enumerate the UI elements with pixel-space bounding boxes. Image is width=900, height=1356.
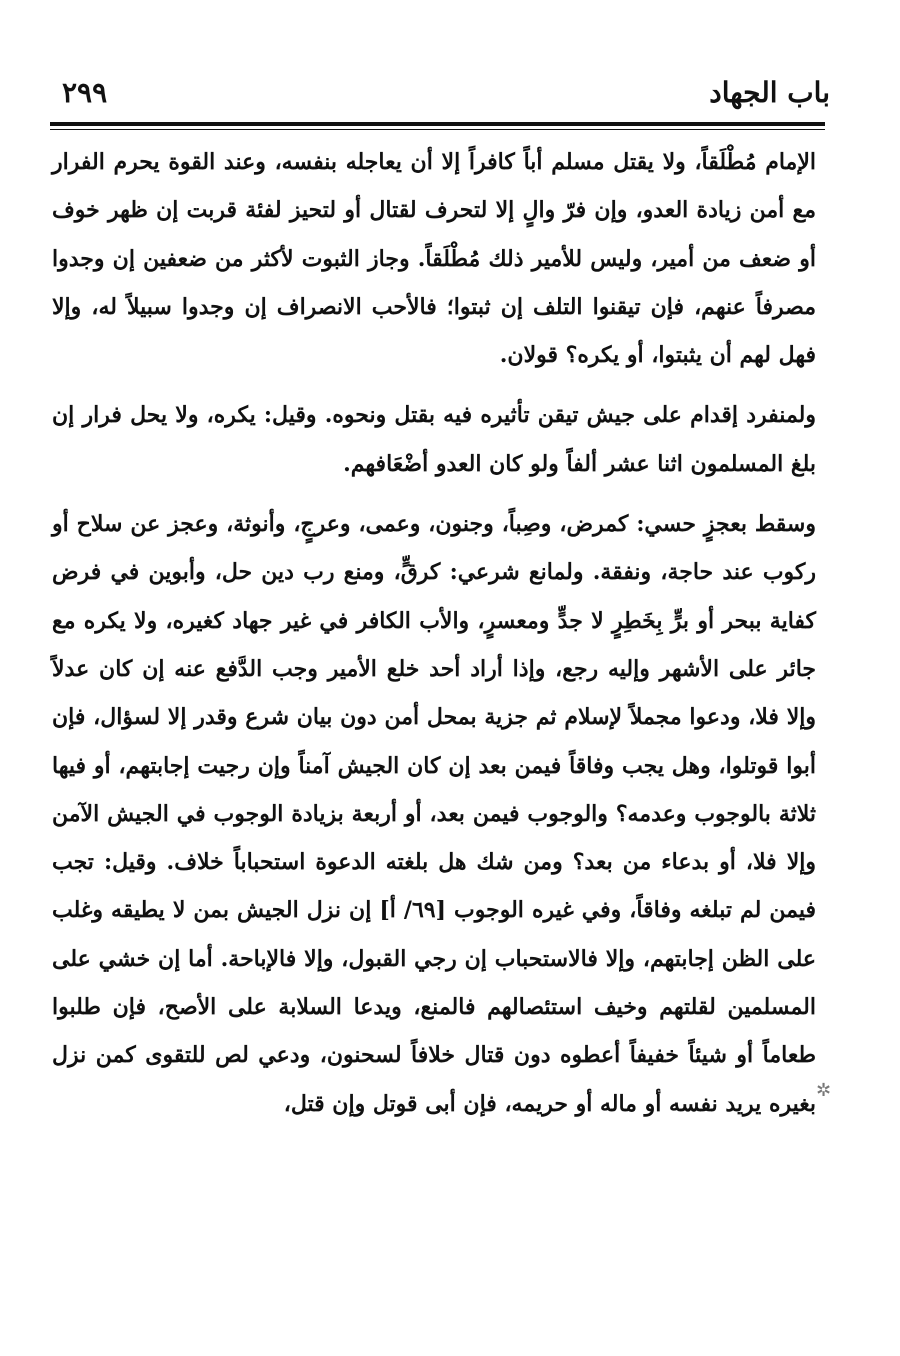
header-rule-thin	[50, 129, 825, 130]
paragraph-1: الإمام مُطْلَقاً، ولا يقتل مسلم أباً كافراً إلا أن يعاجله بنفسه، وعند القوة يحرم الفرار مع أمن زيادة العدو، وإن فرّ والٍ إلا لتحرف لقتال أو لتحيز لفئة قربت إن ظهر خوف أو ضعف من أمير، وليس للأمير ذلك مُطْلَقاً. وجاز الثبوت لأكثر من ضعفين إن وجدوا مصرفاً عنهم، فإن تيقنوا التلف إن ثبتوا؛ فالأحب الانصراف إن وجدوا سبيلاً له، وإلا فهل لهم أن يثبتوا، أو يكره؟ قولان.	[52, 149, 816, 369]
chapter-title: باب الجهاد	[709, 76, 830, 109]
paragraph-2: ولمنفرد إقدام على جيش تيقن تأثيره فيه بقتل ونحوه. وقيل: يكره، ولا يحل فرار إن بلغ المسلمون اثنا عشر ألفاً ولو كان العدو أضْعَافهم.	[52, 402, 816, 477]
paragraph-3: وسقط بعجزٍ حسي: كمرض، وصِباً، وجنون، وعمى، وعرجٍ، وأنوثة، وعجز عن سلاح أو ركوب عند حاجة، ونفقة. ولمانع شرعي: كرقٍّ، ومنع رب دين حل، وأبوين في فرض كفاية ببحر أو برٍّ بِخَطِرٍ لا جدٍّ ومعسرٍ، والأب الكافر في غير جهاد كغيره، ولا يكره مع جائر على الأشهر وإليه رجع، وإذا أراد أحد خلع الأمير وجب الدَّفع عنه إن كان عدلاً وإلا فلا، ودعوا مجملاً لإسلام ثم جزية بمحل أمن دون بيان شرع وقدر إلا لسؤال، فإن أبوا قوتلوا، وهل يجب وفاقاً فيمن بعد إن كان الجيش آمناً وإن رجيت إجابتهم، أو فيها ثلاثة بالوجوب وعدمه؟ والوجوب فيمن بعد، أو أربعة بزيادة الوجوب في الجيش الآمن وإلا فلا، أو بدعاء من بعد؟ ومن شك هل بلغته الدعوة استحباباً خلاف. وقيل: تجب فيمن لم تبلغه وفاقاً، وفي غيره الوجوب [٦٩/ أ] إن نزل الجيش بمن لا يطيقه وغلب على الظن إجابتهم، وإلا فالاستحباب إن رجي القبول، وإلا فالإباحة. أما إن خشي على المسلمين لقلتهم وخيف استئصالهم فالمنع، ويدعا السلابة على الأصح، فإن طلبوا طعاماً أو شيئاً خفيفاً أعطوه دون قتال خلافاً لسحنون، ودعي لص للتقوى كمن نزل بغيره يريد نفسه أو ماله أو حريمه، فإن أبى قوتل وإن قتل،	[52, 511, 817, 1117]
page-header	[40, 70, 830, 120]
page-number: ٢٩٩	[62, 76, 108, 109]
margin-mark-icon: ✲	[816, 1080, 832, 1101]
header-rule-thick	[50, 122, 825, 126]
body-text	[52, 138, 816, 1128]
